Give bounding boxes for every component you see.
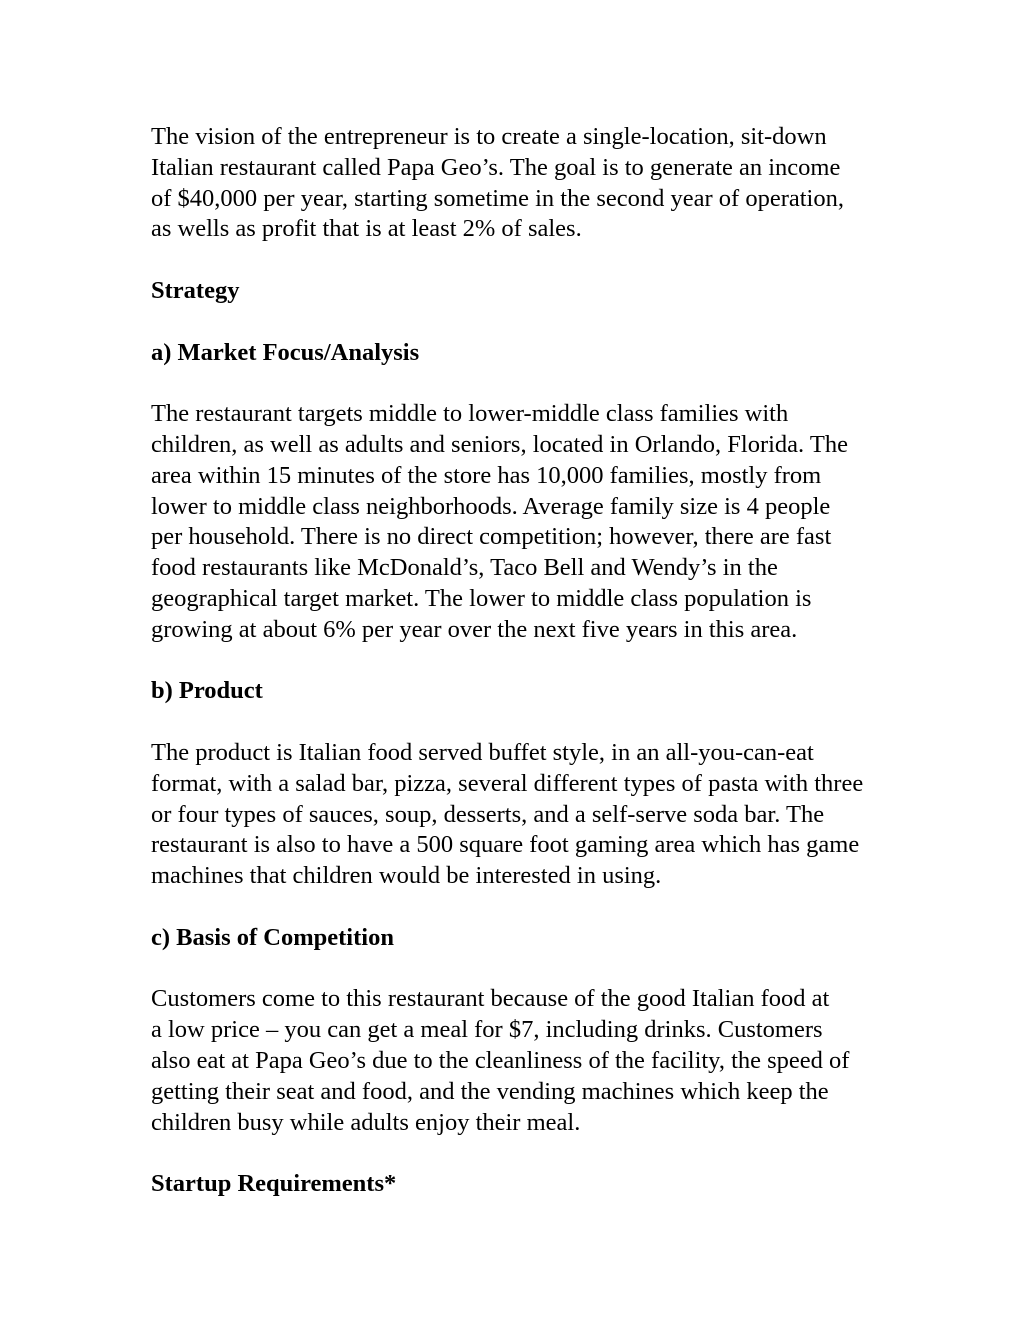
heading-basis-of-competition: c) Basis of Competition — [151, 923, 394, 951]
product-line: restaurant is also to have a 500 square foot gaming area which has game — [151, 831, 860, 859]
competition-line: getting their seat and food, and the vending machines which keep the — [151, 1077, 829, 1105]
heading-startup-requirements: Startup Requirements* — [151, 1170, 397, 1198]
market-line: The restaurant targets middle to lower-middle class families with — [151, 400, 789, 428]
competition-line: also eat at Papa Geo’s due to the cleanliness of the facility, the speed of — [151, 1046, 850, 1074]
product-paragraph — [121, 738, 911, 892]
document-page — [121, 122, 911, 1231]
competition-line: a low price – you can get a meal for $7, including drinks. Customers — [151, 1016, 823, 1044]
intro-line: as wells as profit that is at least 2% of sales. — [151, 215, 582, 243]
competition-line: Customers come to this restaurant because of the good Italian food at — [151, 985, 830, 1013]
competition-paragraph — [121, 984, 911, 1138]
intro-line: The vision of the entrepreneur is to create a single-location, sit-down — [151, 123, 827, 150]
product-line: or four types of sauces, soup, desserts, and a self-serve soda bar. The — [151, 800, 825, 828]
heading-strategy: Strategy — [151, 276, 240, 304]
market-line: per household. There is no direct competition; however, there are fast — [151, 523, 832, 551]
heading-product: b) Product — [151, 677, 263, 705]
heading-market-focus: a) Market Focus/Analysis — [151, 338, 420, 366]
market-line: geographical target market. The lower to middle class population is — [151, 584, 812, 612]
intro-line: Italian restaurant called Papa Geo’s. The goal is to generate an income — [151, 153, 841, 181]
intro-line: of $40,000 per year, starting sometime in the second year of operation, — [151, 184, 844, 212]
market-paragraph — [121, 399, 911, 645]
competition-line: children busy while adults enjoy their meal. — [151, 1108, 581, 1136]
market-line: children, as well as adults and seniors, located in Orlando, Florida. The — [151, 430, 848, 458]
market-line: area within 15 minutes of the store has 10,000 families, mostly from — [151, 461, 822, 489]
product-line: format, with a salad bar, pizza, several different types of pasta with three — [151, 769, 864, 797]
product-line: The product is Italian food served buffet style, in an all-you-can-eat — [151, 738, 814, 766]
market-line: lower to middle class neighborhoods. Average family size is 4 people — [151, 492, 831, 520]
intro-paragraph — [121, 122, 911, 245]
product-line: machines that children would be interested in using. — [151, 862, 662, 890]
market-line: food restaurants like McDonald’s, Taco Bell and Wendy’s in the — [151, 554, 778, 582]
market-line: growing at about 6% per year over the next five years in this area. — [151, 615, 798, 643]
